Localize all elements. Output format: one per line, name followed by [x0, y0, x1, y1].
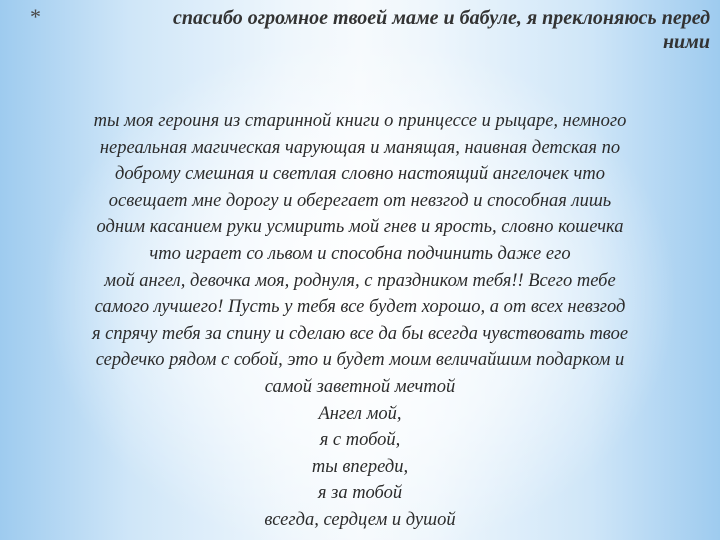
body-line: одним касанием руки усмирить мой гнев и ярость, словно кошечка	[96, 217, 624, 238]
body-line: что играет со львом и способна подчинить даже его	[149, 243, 571, 264]
title-line-1: спасибо огромное твоей маме и бабуле, я преклоняюсь перед	[173, 7, 710, 29]
body-line: я с тобой,	[319, 430, 401, 451]
body-line: я за тобой	[317, 483, 403, 504]
body-line: самого лучшего! Пусть у тебя все будет хорошо, а от всех невзгод	[94, 297, 626, 318]
body-line: ты моя героиня из старинной книги о принцессе и рыцаре, немного	[93, 111, 627, 131]
body-line: нереальная магическая чарующая и манящая, наивная детская по	[99, 137, 621, 158]
body-line: самой заветной мечтой	[264, 376, 456, 397]
body-line: освещает мне дорогу и оберегает от невзгод и способная лишь	[108, 190, 612, 211]
body-line: всегда, сердцем и душой	[264, 509, 456, 530]
asterisk-bullet: *	[30, 4, 41, 29]
title-line-2: ними	[662, 31, 710, 53]
body-line: сердечко рядом с собой, это и будет моим величайшим подарком и	[95, 350, 625, 371]
body-line: Ангел мой,	[318, 403, 402, 424]
body-line: я спрячу тебя за спину и сделаю все да бы всегда чувствовать твое	[91, 323, 629, 344]
body-line: ты впереди,	[311, 456, 409, 477]
body-line: доброму смешная и светлая словно настоящий ангелочек что	[115, 164, 605, 185]
body-line: мой ангел, девочка моя, роднуля, с праздником тебя!! Всего тебе	[104, 270, 616, 291]
title-block	[30, 6, 710, 54]
slide-title	[30, 6, 710, 54]
poem-body	[6, 108, 714, 534]
